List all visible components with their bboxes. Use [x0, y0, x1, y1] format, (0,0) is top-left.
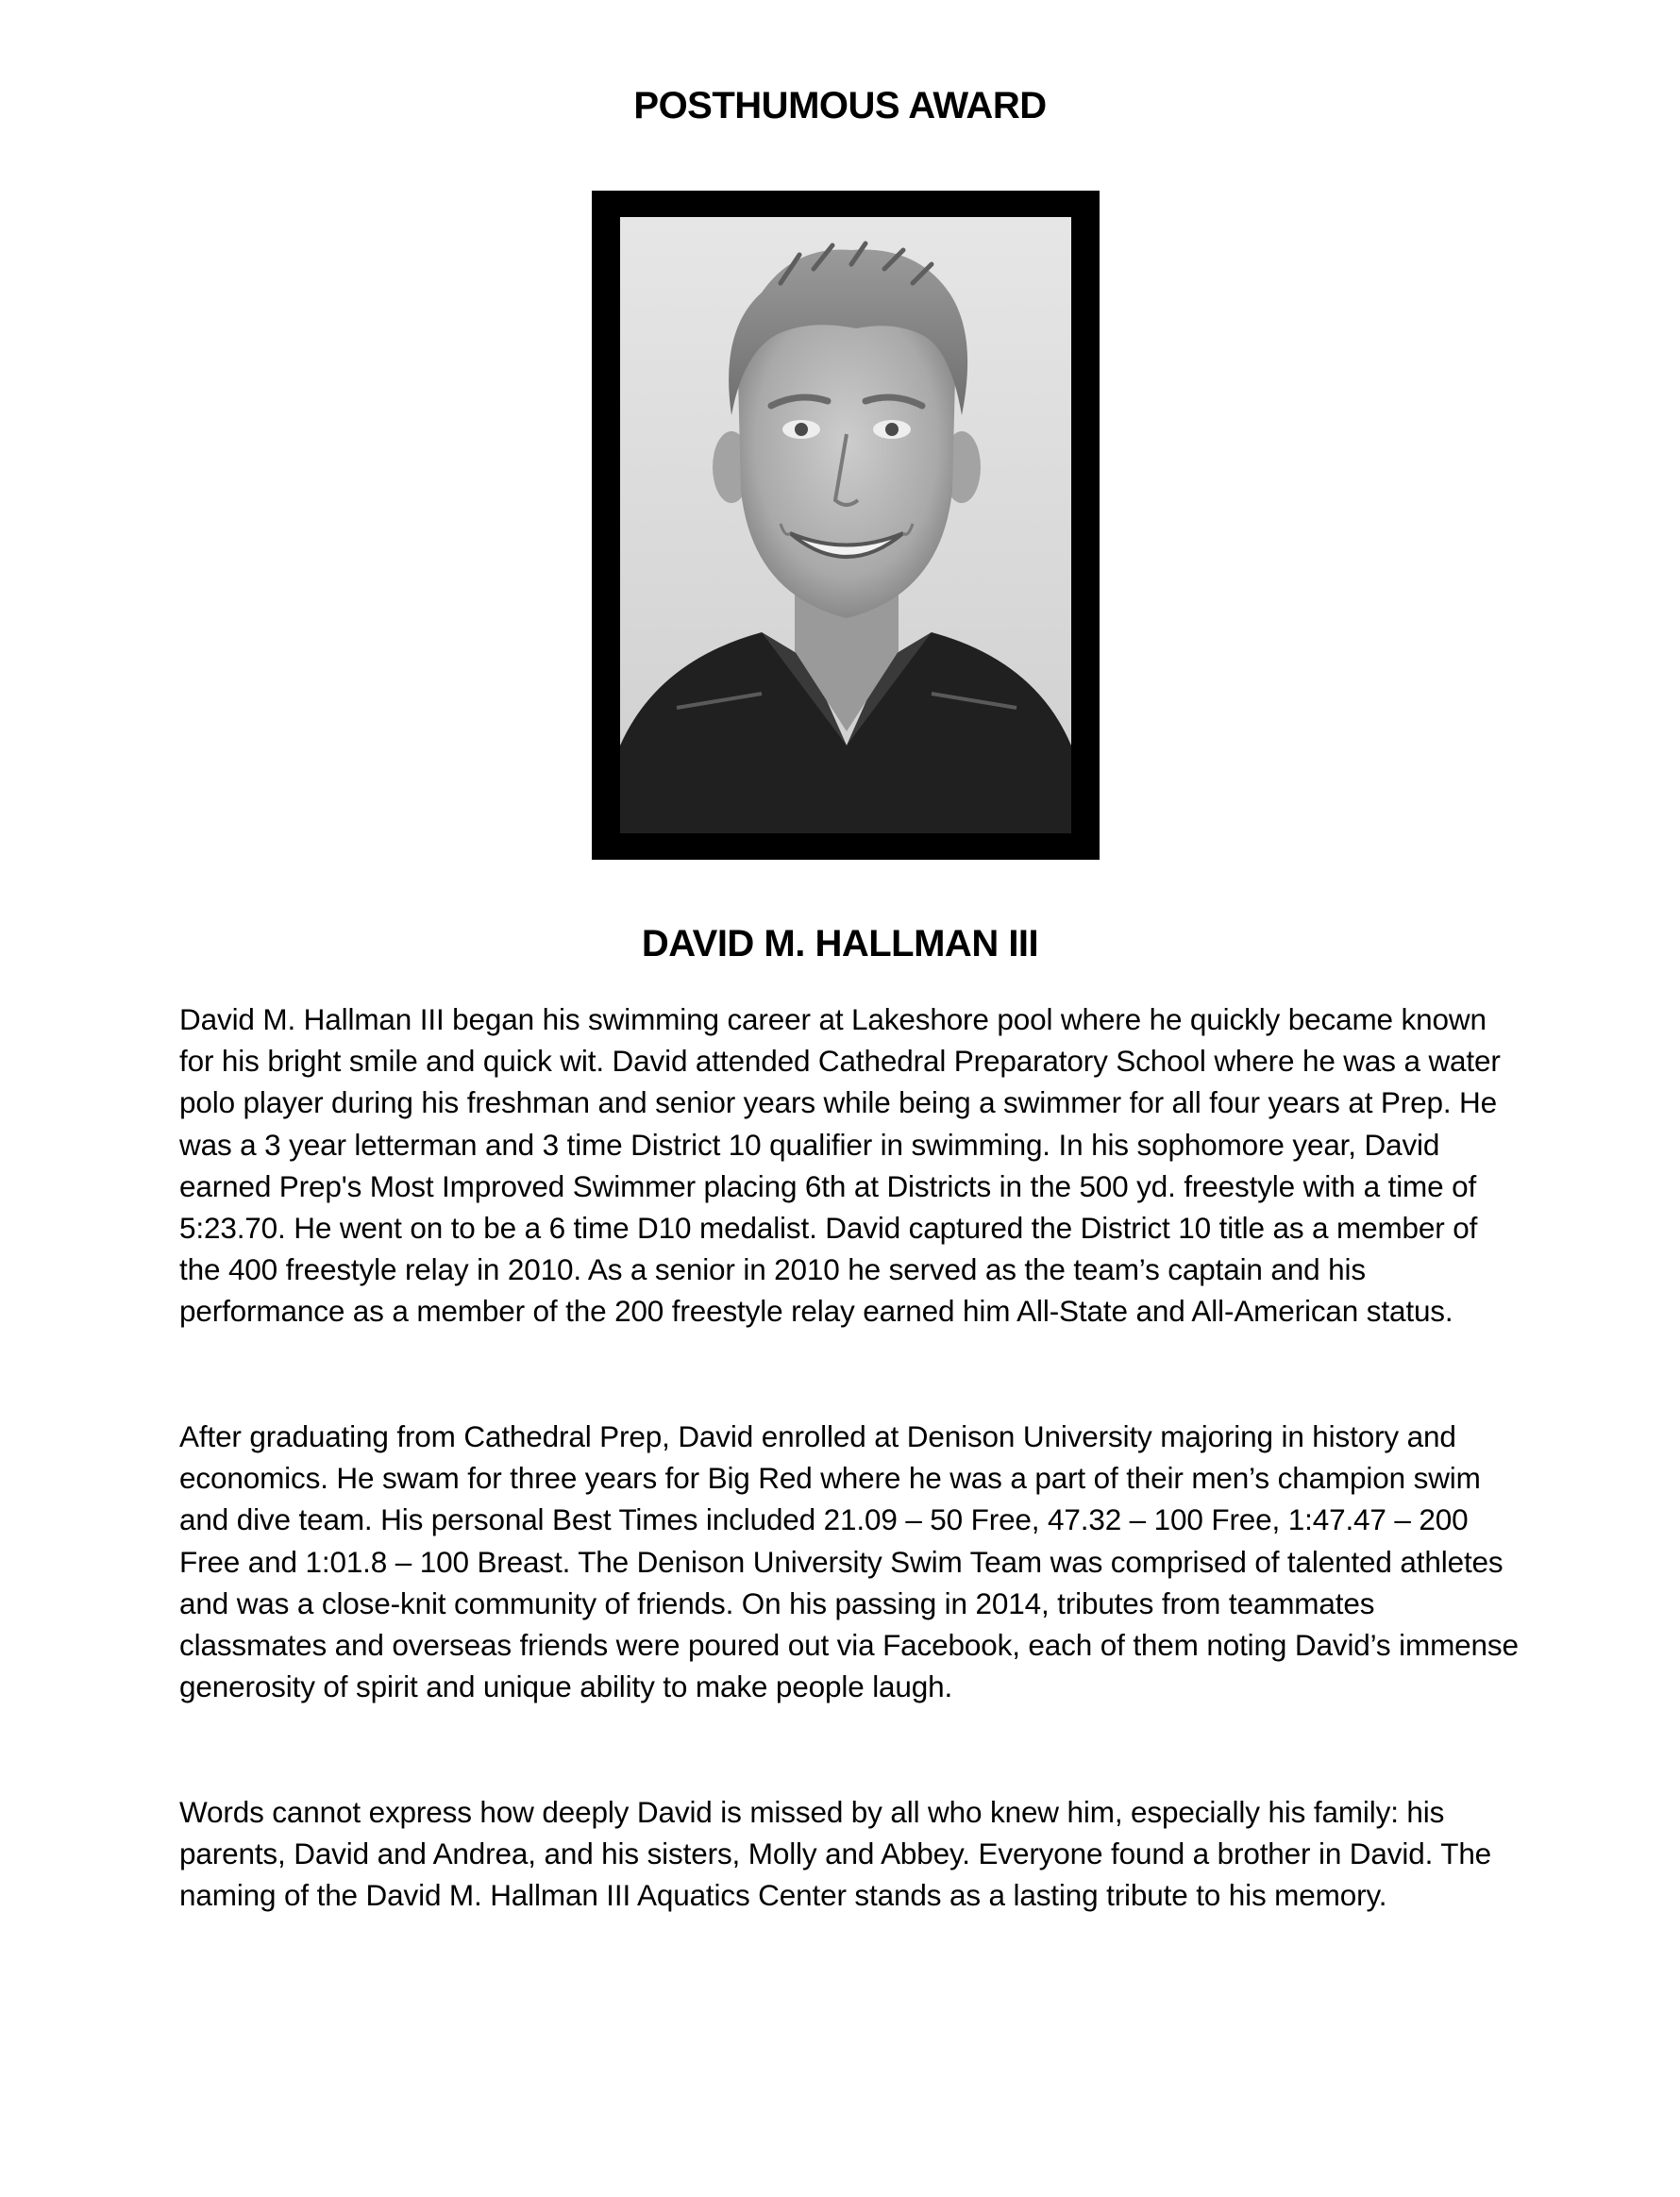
biography-paragraph-2: After graduating from Cathedral Prep, David enrolled at Denison University majoring in history and economics. He swam for three years for Big Red where he was a part of their men’s champion swim and dive team. His personal Best Times included 21.09 – 50 Free, 47.32 – 100 Free, 1:47.47 – 200 Free and 1:01.8 – 100 Breast. The Denison University Swim Team was comprised of talented athletes and was a close-knit community of friends. On his passing in 2014, tributes from teammates classmates and overseas friends were poured out via Facebook, each of them noting David’s immense generosity of spirit and unique ability to make people laugh. — [179, 1419, 1519, 1704]
portrait-frame — [592, 191, 1100, 860]
biography-paragraph-1: David M. Hallman III began his swimming career at Lakeshore pool where he quickly became known for his bright smile and quick wit. David attended Cathedral Preparatory School where he was a water polo player during his freshman and senior years while being a swimmer for all four years at Prep. He was a 3 year letterman and 3 time District 10 qualifier in swimming. In his sophomore year, David earned Prep's Most Improved Swimmer placing 6th at Districts in the 500 yd. freestyle with a time of 5:23.70. He went on to be a 6 time D10 medalist. David captured the District 10 title as a member of the 400 freestyle relay in 2010. As a senior in 2010 he served as the team’s captain and his performance as a member of the 200 freestyle relay earned him All-State and All-American status. — [179, 1002, 1501, 1329]
biography-paragraph-3: Words cannot express how deeply David is missed by all who knew him, especially his family: his parents, David and Andrea, and his sisters, Molly and Abbey. Everyone found a brother in David. The naming of the David M. Hallman III Aquatics Center stands as a lasting tribute to his memory. — [179, 1795, 1492, 1913]
portrait-photo — [620, 217, 1071, 833]
award-title: POSTHUMOUS AWARD — [633, 85, 1047, 126]
honoree-name: DAVID M. HALLMAN III — [641, 923, 1039, 964]
